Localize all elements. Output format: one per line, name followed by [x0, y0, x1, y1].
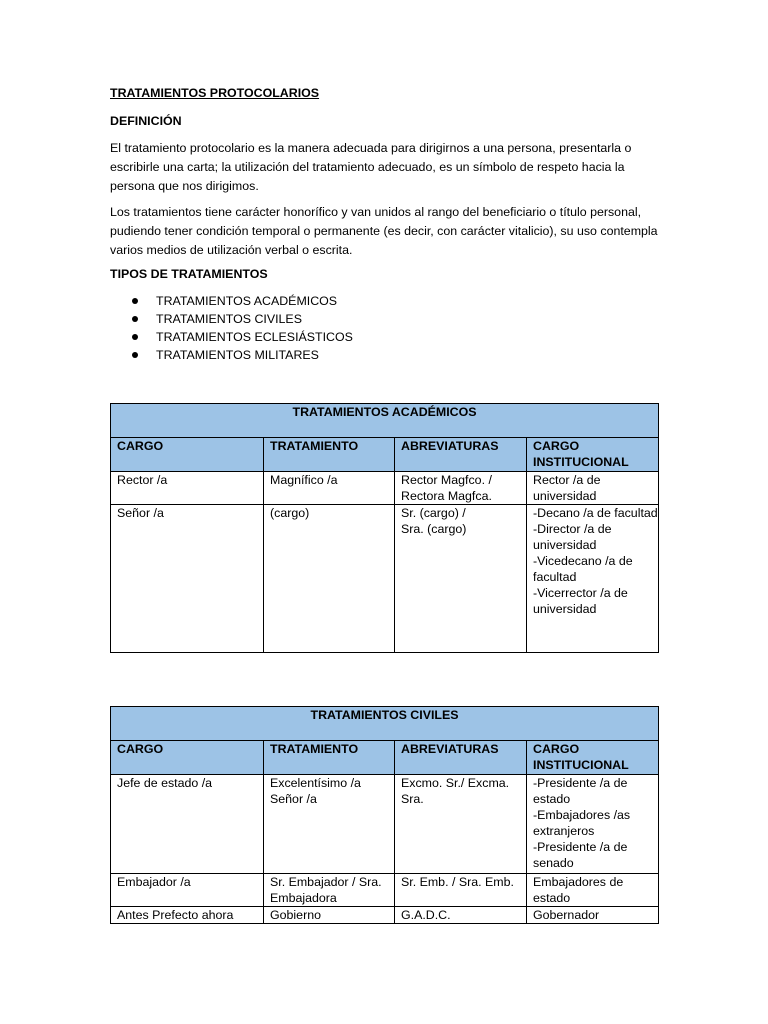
table-row	[111, 505, 659, 653]
column-header: CARGO INSTITUCIONAL	[527, 438, 659, 472]
table-cell: -Decano /a de facultad -Director /a de universidad -Vicedecano /a de facultad -Vicerrector /a de universidad	[527, 505, 659, 653]
table-cell: Gobierno	[264, 907, 395, 924]
table-caption: TRATAMIENTOS CIVILES	[111, 707, 659, 741]
column-header: TRATAMIENTO	[264, 741, 395, 775]
column-header: ABREVIATURAS	[395, 438, 527, 472]
bullet-icon	[132, 352, 138, 358]
civil-treatments-table	[110, 706, 659, 924]
table-cell: G.A.D.C.	[395, 907, 527, 924]
table-row	[111, 874, 659, 907]
list-item-label: TRATAMIENTOS ACADÉMICOS	[156, 294, 338, 308]
table-cell: Excelentísimo /a Señor /a	[264, 775, 395, 874]
table-row	[111, 472, 659, 505]
table-cell: Jefe de estado /a	[111, 775, 264, 874]
types-heading: TIPOS DE TRATAMIENTOS	[110, 267, 268, 281]
list-item	[110, 346, 353, 364]
list-item	[110, 328, 353, 346]
list-item-label: TRATAMIENTOS ECLESIÁSTICOS	[156, 330, 353, 344]
list-item	[110, 310, 353, 328]
list-item	[110, 292, 353, 310]
document-title: TRATAMIENTOS PROTOCOLARIOS	[110, 86, 320, 100]
column-header: TRATAMIENTO	[264, 438, 395, 472]
academic-treatments-table	[110, 403, 659, 653]
table-cell: Rector Magfco. / Rectora Magfca.	[395, 472, 527, 505]
bullet-icon	[132, 316, 138, 322]
column-header: CARGO	[111, 438, 264, 472]
table-cell: (cargo)	[264, 505, 395, 653]
table-cell: Gobernador	[527, 907, 659, 924]
table-cell: Magnífico /a	[264, 472, 395, 505]
table-caption: TRATAMIENTOS ACADÉMICOS	[111, 404, 659, 438]
table-row	[111, 775, 659, 874]
list-item-label: TRATAMIENTOS CIVILES	[156, 312, 302, 326]
table-cell: Rector /a de universidad	[527, 472, 659, 505]
column-header: CARGO	[111, 741, 264, 775]
table-cell: Sr. Emb. / Sra. Emb.	[395, 874, 527, 907]
table-cell: Embajadores de estado	[527, 874, 659, 907]
honorific-paragraph: Los tratamientos tiene carácter honorífico y van unidos al rango del beneficiario o título personal, pudiendo tener condición temporal o permanente (es decir, con carácter vitalicio), su uso contempla varios medios de utilización verbal o escrita.	[110, 205, 658, 257]
table-cell: Excmo. Sr./ Excma. Sra.	[395, 775, 527, 874]
table-row	[111, 907, 659, 924]
column-header: CARGO INSTITUCIONAL	[527, 741, 659, 775]
types-list	[110, 292, 353, 364]
list-item-label: TRATAMIENTOS MILITARES	[156, 348, 319, 362]
table-cell: Embajador /a	[111, 874, 264, 907]
table-cell: Señor /a	[111, 505, 264, 653]
table-cell: Sr. Embajador / Sra. Embajadora	[264, 874, 395, 907]
table-cell: -Presidente /a de estado -Embajadores /as extranjeros -Presidente /a de senado	[527, 775, 659, 874]
bullet-icon	[132, 298, 138, 304]
bullet-icon	[132, 334, 138, 340]
definition-heading: DEFINICIÓN	[110, 114, 182, 128]
table-cell: Sr. (cargo) / Sra. (cargo)	[395, 505, 527, 653]
column-header: ABREVIATURAS	[395, 741, 527, 775]
definition-paragraph: El tratamiento protocolario es la manera adecuada para dirigirnos a una persona, presentarla o escribirle una carta; la utilización del tratamiento adecuado, es un símbolo de respeto hacia la persona que nos dirigimos.	[110, 141, 632, 193]
table-cell: Rector /a	[111, 472, 264, 505]
table-cell: Antes Prefecto ahora	[111, 907, 264, 924]
